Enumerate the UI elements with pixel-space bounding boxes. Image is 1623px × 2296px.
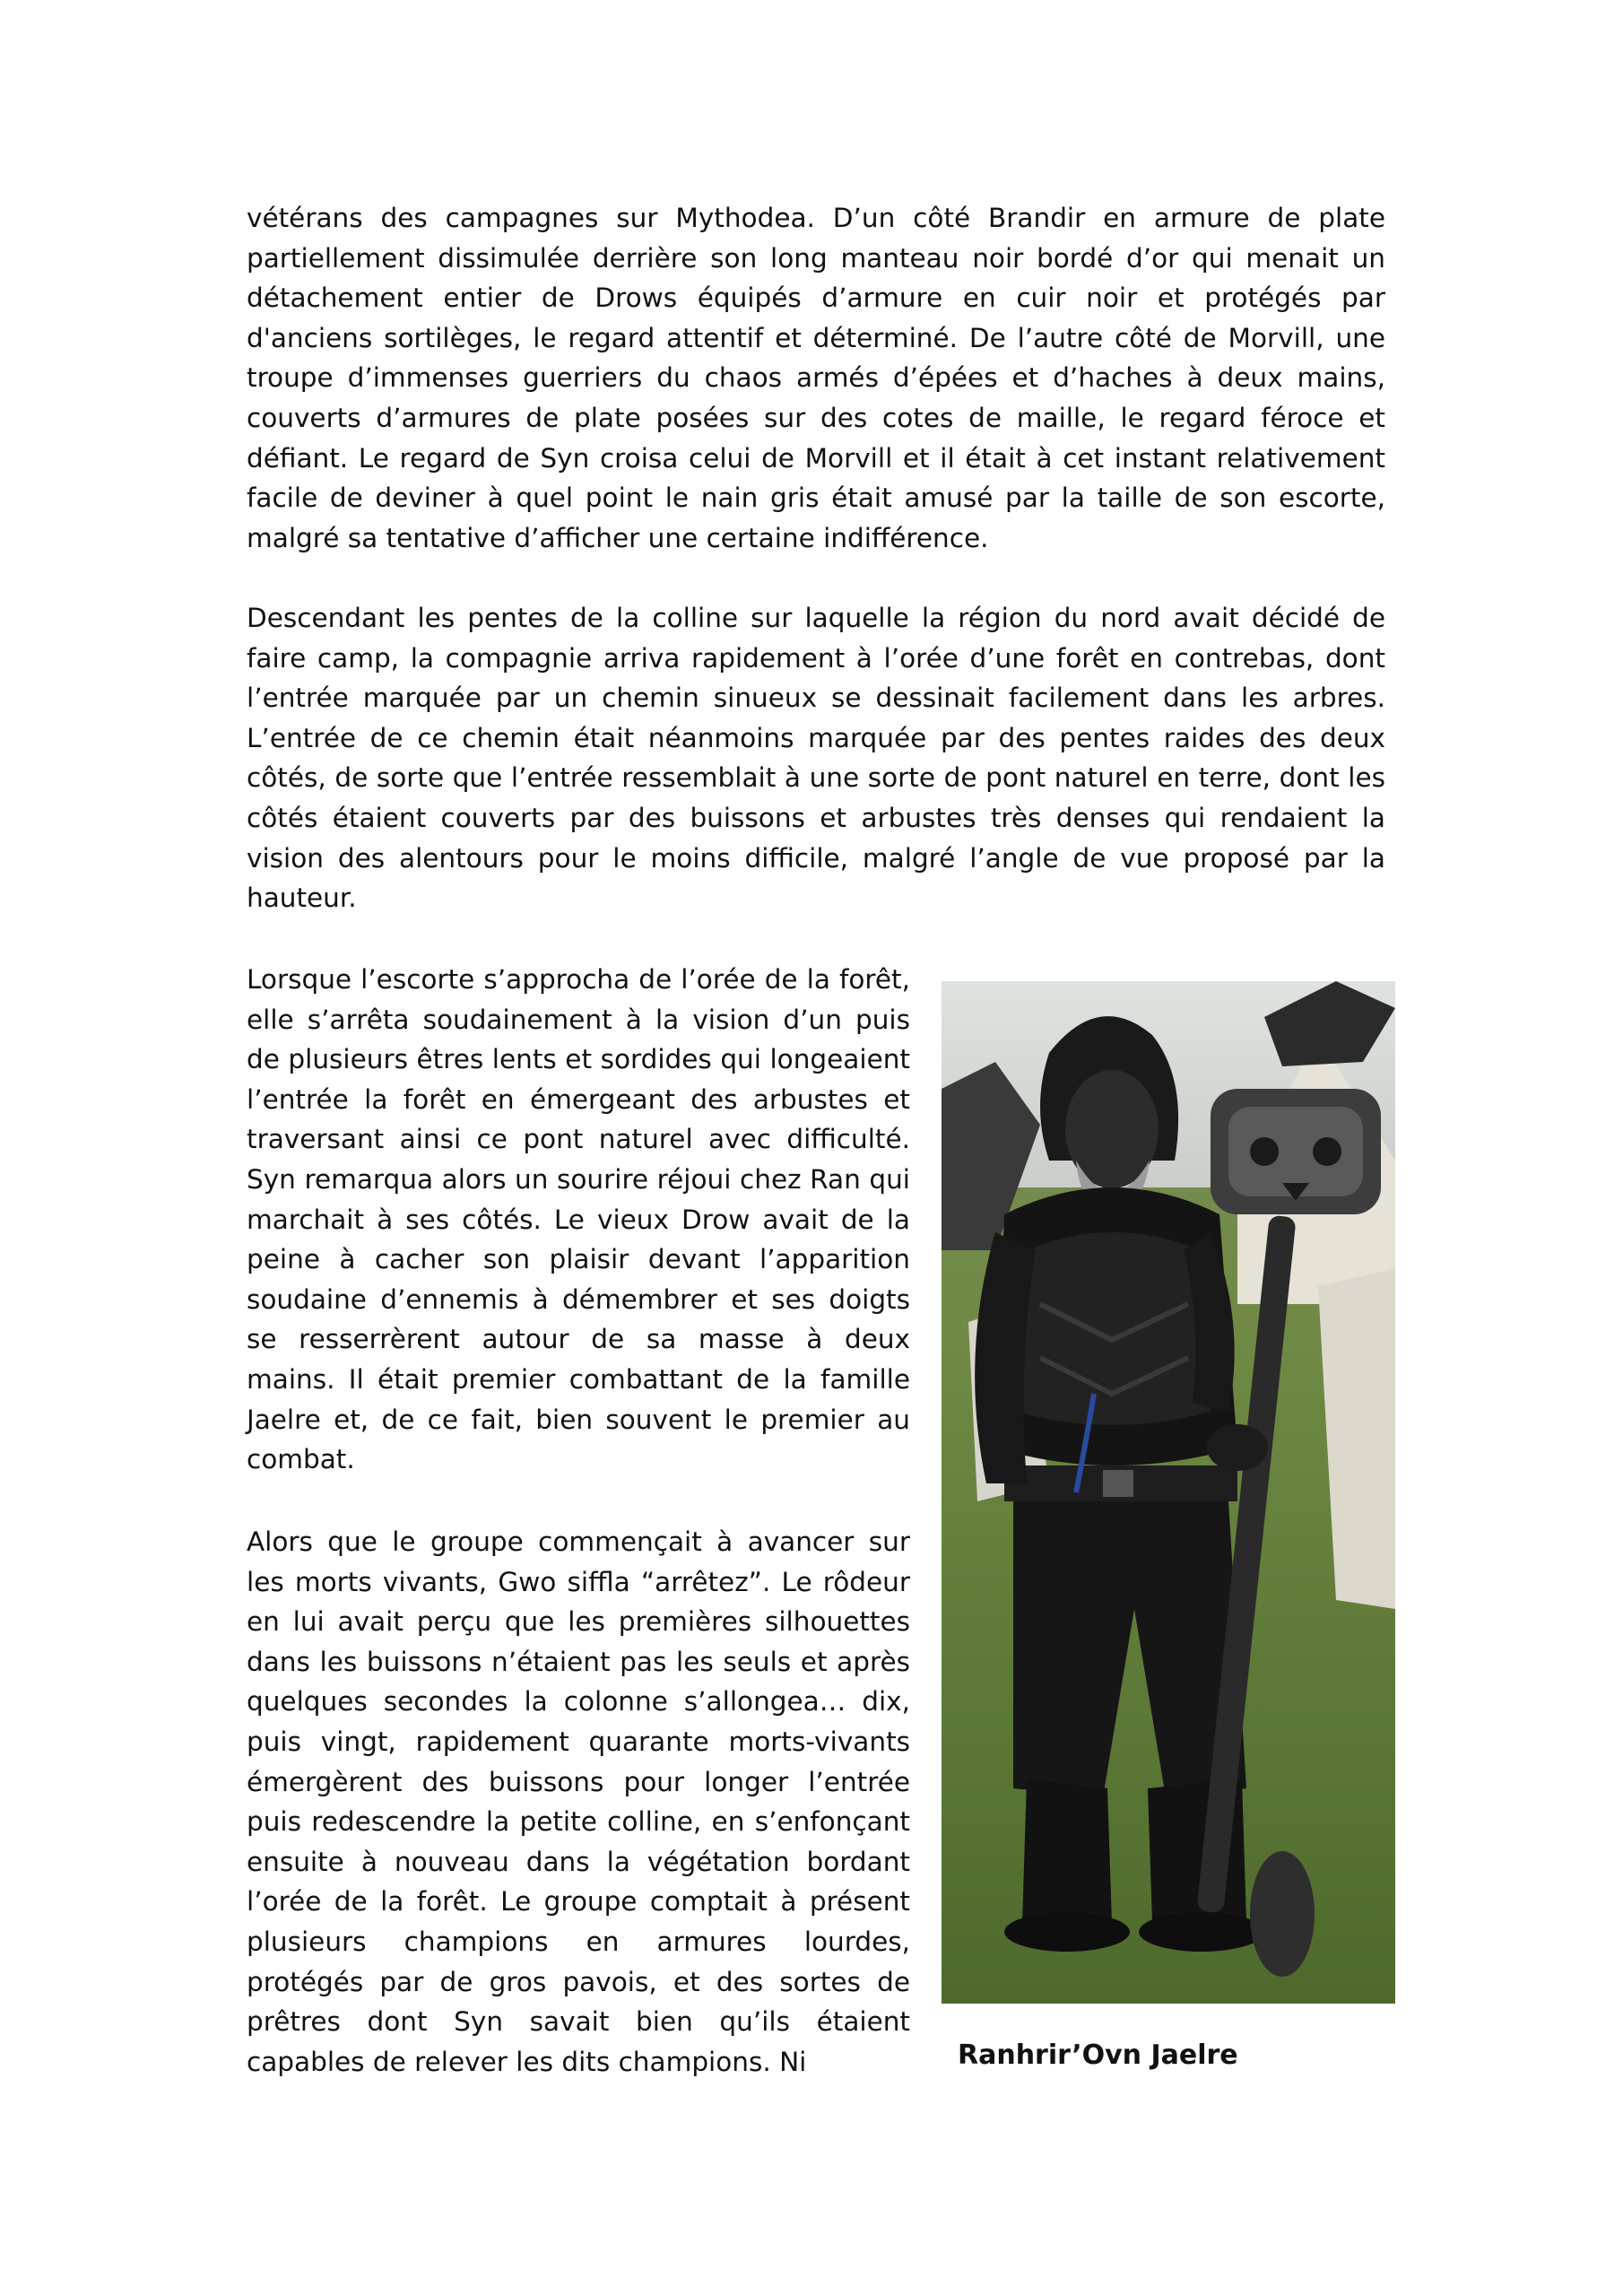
figure-caption: Ranhrir’Ovn Jaelre — [958, 2039, 1238, 2071]
paragraph-1: vétérans des campagnes sur Mythodea. D’un côté Brandir en armure de plate partiellement dissimulée derrière son long manteau noir bordé d’or qui menait un détachement entier de Drows équipés d’armure en cuir noir et protégés par d'anciens sortilèges, le regard attentif et déterminé. De l’autre côté de Morvill, une troupe d’immenses guerriers du chaos armés d’épées et d’haches à deux mains, couverts d’armures de plate posées sur des cotes de maille, le regard féroce et défiant. Le regard de Syn croisa celui de Morvill et il était à cet instant relativement facile de deviner à quel point le nain gris était amusé par la taille de son escorte, malgré sa tentative d’afficher une certaine indifférence. — [247, 203, 1385, 553]
paragraph-3: Lorsque l’escorte s’approcha de l’orée de la forêt, elle s’arrêta soudainement à la vision d’un puis de plusieurs êtres lents et sordides qui longeaient l’entrée la forêt en émergeant des arbustes et traversant ainsi ce pont naturel avec difficulté. Syn remarqua alors un sourire réjoui chez Ran qui marchait à ses côtés. Le vieux Drow avait de la peine à cacher son plaisir devant l’apparition soudaine d’ennemis à démembrer et ses doigts se resserrèrent autour de sa masse à deux mains. Il était premier combattant de la famille Jaelre et, de ce fait, bien souvent le premier au combat. — [247, 964, 910, 1475]
character-photo — [942, 981, 1395, 2004]
paragraph-4: Alors que le groupe commençait à avancer sur les morts vivants, Gwo siffla “arrêtez”. Le rôdeur en lui avait perçu que les premières silhouettes dans les buissons n’étaient pas les seuls et après quelques secondes la colonne s’allongea… dix, puis vingt, rapidement quarante morts-vivants émergèrent des buissons pour longer l’entrée puis redescendre la petite colline, en s’enfonçant ensuite à nouveau dans la végétation bordant l’orée de la forêt. Le groupe comptait à présent plusieurs champions en armures lourdes, protégés par de gros pavois, et des sortes de prêtres dont Syn savait bien qu’ils étaient capables de relever les dits champions. Ni — [247, 1526, 910, 2077]
paragraph-2: Descendant les pentes de la colline sur laquelle la région du nord avait décidé de faire camp, la compagnie arriva rapidement à l’orée d’une forêt en contrebas, dont l’entrée marquée par un chemin sinueux se dessinait facilement dans les arbres. L’entrée de ce chemin était néanmoins marquée par des pentes raides des deux côtés, de sorte que l’entrée ressemblait à une sorte de pont naturel en terre, dont les côtés étaient couverts par des buissons et arbustes très denses qui rendaient la vision des alentours pour le moins difficile, malgré l’angle de vue proposé par la hauteur. — [247, 603, 1385, 914]
